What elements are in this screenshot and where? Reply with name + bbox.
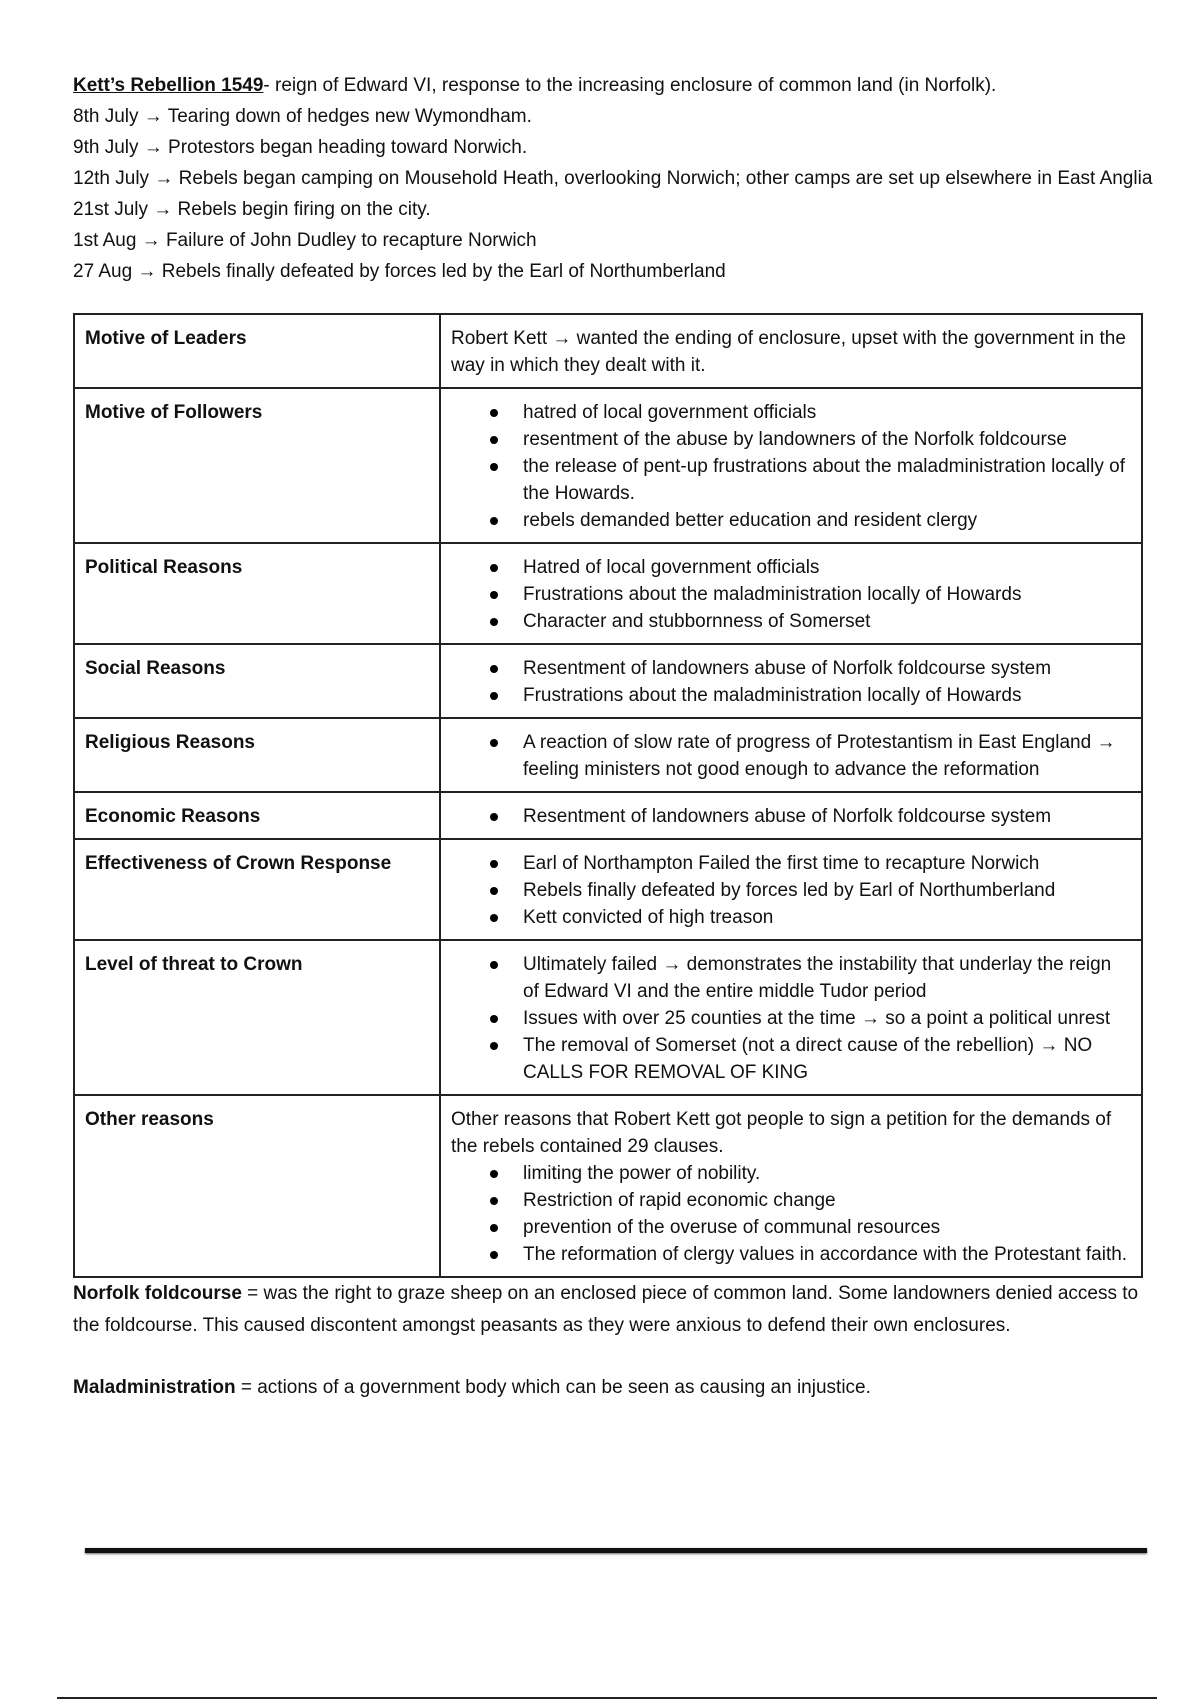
page-bottom-rule: [57, 1697, 1157, 1699]
row-label: Level of threat to Crown: [74, 940, 440, 1095]
bullet-item: Rebels finally defeated by forces led by Earl of Northumberland: [523, 877, 1131, 904]
bullet-item: limiting the power of nobility.: [523, 1160, 1131, 1187]
table-row: [74, 1095, 1142, 1277]
row-content: [440, 1095, 1142, 1277]
timeline-entry: 27 Aug → Rebels finally defeated by forces led by the Earl of Northumberland: [73, 261, 726, 282]
bullet-item: The removal of Somerset (not a direct cause of the rebellion) → NO CALLS FOR REMOVAL OF KING: [523, 1032, 1131, 1086]
intro-heading-line: [73, 70, 1163, 101]
row-content: [440, 839, 1142, 940]
section-divider: [85, 1548, 1147, 1553]
timeline-entry: 9th July → Protestors began heading toward Norwich.: [73, 137, 528, 158]
bullet-list: [451, 850, 1131, 931]
bullet-list: [451, 655, 1131, 709]
timeline-entry: 8th July → Tearing down of hedges new Wymondham.: [73, 106, 532, 127]
bullet-item: Character and stubbornness of Somerset: [523, 608, 1131, 635]
row-content: [440, 940, 1142, 1095]
bullet-list: [451, 554, 1131, 635]
definition: [73, 1372, 1163, 1404]
table-row: [74, 644, 1142, 718]
rebellion-title: Kett’s Rebellion 1549: [73, 75, 264, 96]
bullet-item: Frustrations about the maladministration locally of Howards: [523, 581, 1131, 608]
intro-section: [73, 70, 1163, 287]
bullet-item: prevention of the overuse of communal resources: [523, 1214, 1131, 1241]
bullet-list: [451, 399, 1131, 534]
bullet-item: Kett convicted of high treason: [523, 904, 1131, 931]
table-row: [74, 388, 1142, 543]
row-content: [440, 718, 1142, 792]
row-label: Motive of Leaders: [74, 314, 440, 388]
row-label: Political Reasons: [74, 543, 440, 644]
definitions-section: [73, 1278, 1163, 1404]
bullet-item: Earl of Northampton Failed the first time to recapture Norwich: [523, 850, 1131, 877]
row-text: Other reasons that Robert Kett got people to sign a petition for the demands of the rebels contained 29 clauses.: [451, 1109, 1112, 1157]
table-row: [74, 718, 1142, 792]
table-row: [74, 543, 1142, 644]
row-label: Other reasons: [74, 1095, 440, 1277]
rebellion-summary: - reign of Edward VI, response to the increasing enclosure of common land (in Norfolk).: [263, 75, 997, 96]
bullet-item: Resentment of landowners abuse of Norfolk foldcourse system: [523, 803, 1131, 830]
table-row: [74, 940, 1142, 1095]
row-label: Economic Reasons: [74, 792, 440, 839]
timeline-entry: 21st July → Rebels begin firing on the city.: [73, 199, 431, 220]
bullet-list: [451, 729, 1131, 783]
row-content: [440, 543, 1142, 644]
row-label: Social Reasons: [74, 644, 440, 718]
table-row: [74, 839, 1142, 940]
document-page: [73, 70, 1163, 1404]
bullet-list: [451, 951, 1131, 1086]
bullet-item: Frustrations about the maladministration locally of Howards: [523, 682, 1131, 709]
bullet-list: [451, 803, 1131, 830]
bullet-item: hatred of local government officials: [523, 399, 1131, 426]
bullet-item: Restriction of rapid economic change: [523, 1187, 1131, 1214]
row-content: [440, 388, 1142, 543]
row-content: [440, 314, 1142, 388]
row-text: Robert Kett → wanted the ending of enclosure, upset with the government in the way in which they dealt with it.: [451, 328, 1126, 376]
bullet-item: The reformation of clergy values in accordance with the Protestant faith.: [523, 1241, 1131, 1268]
row-content: [440, 792, 1142, 839]
row-label: Motive of Followers: [74, 388, 440, 543]
bullet-item: Resentment of landowners abuse of Norfolk foldcourse system: [523, 655, 1131, 682]
row-content: [440, 644, 1142, 718]
timeline-entry: 12th July → Rebels began camping on Mousehold Heath, overlooking Norwich; other camps are set up elsewhere in East Anglia: [73, 168, 1153, 189]
definition-text: = actions of a government body which can be seen as causing an injustice.: [235, 1377, 871, 1398]
definition-spacer: [73, 1342, 1163, 1372]
reasons-table: [73, 313, 1143, 1278]
bullet-item: the release of pent-up frustrations about the maladministration locally of the Howards.: [523, 453, 1131, 507]
timeline-entry: 1st Aug → Failure of John Dudley to recapture Norwich: [73, 230, 537, 251]
bullet-item: resentment of the abuse by landowners of the Norfolk foldcourse: [523, 426, 1131, 453]
definition: [73, 1278, 1163, 1342]
bullet-item: rebels demanded better education and resident clergy: [523, 507, 1131, 534]
table-row: [74, 792, 1142, 839]
definition-term: Maladministration: [73, 1377, 236, 1398]
row-label: Effectiveness of Crown Response: [74, 839, 440, 940]
bullet-item: Hatred of local government officials: [523, 554, 1131, 581]
bullet-list: [451, 1160, 1131, 1268]
table-row: [74, 314, 1142, 388]
bullet-item: A reaction of slow rate of progress of Protestantism in East England → feeling ministers not good enough to advance the reformation: [523, 729, 1131, 783]
definition-term: Norfolk foldcourse: [73, 1283, 242, 1304]
timeline: [73, 101, 1163, 287]
bullet-item: Issues with over 25 counties at the time → so a point a political unrest: [523, 1005, 1131, 1032]
bullet-item: Ultimately failed → demonstrates the instability that underlay the reign of Edward VI and the entire middle Tudor period: [523, 951, 1131, 1005]
row-label: Religious Reasons: [74, 718, 440, 792]
definition-text: = was the right to graze sheep on an enclosed piece of common land. Some landowners denied access to the foldcourse. This caused discontent amongst peasants as they were anxious to defend their own enclosures.: [73, 1283, 1139, 1336]
